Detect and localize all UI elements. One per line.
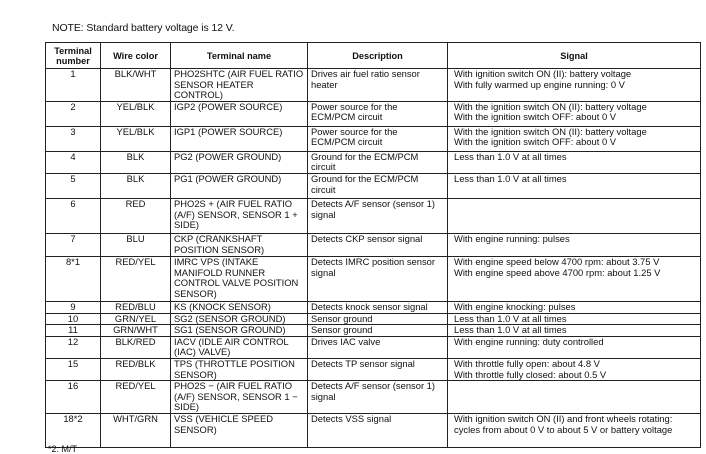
signal-cell bbox=[448, 336, 701, 358]
wire-color-cell: RED/BLU bbox=[101, 301, 171, 313]
signal-line: With the ignition switch ON (II): battery voltage bbox=[454, 126, 647, 137]
wire-color-cell: BLK/WHT bbox=[101, 69, 171, 102]
header-wire-color: Wire color bbox=[101, 43, 171, 69]
header-terminal-number: Terminal number bbox=[46, 43, 101, 69]
table-row bbox=[46, 381, 701, 414]
table-row bbox=[46, 198, 701, 233]
wire-color-cell: BLK bbox=[101, 173, 171, 198]
terminal-number-cell: 18*2 bbox=[46, 413, 101, 447]
header-terminal-name: Terminal name bbox=[171, 43, 308, 69]
signal-cell bbox=[448, 301, 701, 313]
wire-color-cell: RED/YEL bbox=[101, 381, 171, 414]
terminal-number-cell: 11 bbox=[46, 325, 101, 337]
signal-line: Less than 1.0 V at all times bbox=[454, 324, 567, 336]
footnote: *2: M/T bbox=[48, 444, 78, 454]
signal-line: With engine running: duty controlled bbox=[454, 336, 604, 347]
table-row bbox=[46, 151, 701, 173]
wire-color-cell: YEL/BLK bbox=[101, 101, 171, 126]
terminal-number-cell: 3 bbox=[46, 126, 101, 151]
terminal-name-cell: SG1 (SENSOR GROUND) bbox=[171, 325, 308, 337]
signal-cell bbox=[448, 381, 701, 414]
wire-color-cell: RED bbox=[101, 198, 171, 233]
wire-color-cell: RED/YEL bbox=[101, 256, 171, 301]
header-description: Description bbox=[308, 43, 448, 69]
signal-cell bbox=[448, 198, 701, 233]
terminal-number-cell: 5 bbox=[46, 173, 101, 198]
signal-cell bbox=[448, 313, 701, 325]
table-row bbox=[46, 358, 701, 380]
terminal-number-cell: 7 bbox=[46, 233, 101, 256]
wire-color-cell: RED/BLK bbox=[101, 358, 171, 380]
terminal-name-cell: PHO2SHTC (AIR FUEL RATIO SENSOR HEATER CONTROL) bbox=[171, 69, 308, 102]
terminal-name-cell: VSS (VEHICLE SPEED SENSOR) bbox=[171, 413, 308, 447]
signal-line: With ignition switch ON (II) and front wheels rotating: cycles from about 0 V to about 5 V or battery voltage bbox=[454, 413, 673, 435]
signal-cell bbox=[448, 69, 701, 102]
terminal-name-cell: CKP (CRANKSHAFT POSITION SENSOR) bbox=[171, 233, 308, 256]
signal-cell bbox=[448, 126, 701, 151]
signal-cell bbox=[448, 173, 701, 198]
terminal-name-cell: TPS (THROTTLE POSITION SENSOR) bbox=[171, 358, 308, 380]
wire-color-cell: GRN/WHT bbox=[101, 325, 171, 337]
description-cell: Detects knock sensor signal bbox=[308, 301, 448, 313]
terminal-name-cell: PHO2S + (AIR FUEL RATIO (A/F) SENSOR, SENSOR 1 + SIDE) bbox=[171, 198, 308, 233]
terminal-name-cell: KS (KNOCK SENSOR) bbox=[171, 301, 308, 313]
signal-line: Less than 1.0 V at all times bbox=[454, 173, 567, 184]
table-row bbox=[46, 313, 701, 325]
description-cell: Power source for the ECM/PCM circuit bbox=[308, 101, 448, 126]
wire-color-cell: BLU bbox=[101, 233, 171, 256]
description-cell: Ground for the ECM/PCM circuit bbox=[308, 173, 448, 198]
terminal-name-cell: PG1 (POWER GROUND) bbox=[171, 173, 308, 198]
wire-color-cell: WHT/GRN bbox=[101, 413, 171, 447]
terminal-name-cell: IGP2 (POWER SOURCE) bbox=[171, 101, 308, 126]
wire-color-cell: YEL/BLK bbox=[101, 126, 171, 151]
terminal-number-cell: 16 bbox=[46, 381, 101, 414]
description-cell: Detects CKP sensor signal bbox=[308, 233, 448, 256]
signal-cell bbox=[448, 151, 701, 173]
terminal-number-cell: 10 bbox=[46, 313, 101, 325]
description-cell: Drives air fuel ratio sensor heater bbox=[308, 69, 448, 102]
description-cell: Drives IAC valve bbox=[308, 336, 448, 358]
description-cell: Power source for the ECM/PCM circuit bbox=[308, 126, 448, 151]
table-row bbox=[46, 101, 701, 126]
description-cell: Sensor ground bbox=[308, 325, 448, 337]
description-cell: Detects VSS signal bbox=[308, 413, 448, 447]
table-row bbox=[46, 301, 701, 313]
terminal-name-cell: IMRC VPS (INTAKE MANIFOLD RUNNER CONTROL VALVE POSITION SENSOR) bbox=[171, 256, 308, 301]
signal-line: With engine speed below 4700 rpm: about 3.75 V bbox=[454, 256, 660, 267]
signal-line: With the ignition switch ON (II): battery voltage bbox=[454, 101, 647, 112]
table-row bbox=[46, 325, 701, 337]
description-cell: Detects A/F sensor (sensor 1) signal bbox=[308, 381, 448, 414]
terminal-name-cell: SG2 (SENSOR GROUND) bbox=[171, 313, 308, 325]
terminal-name-cell: PG2 (POWER GROUND) bbox=[171, 151, 308, 173]
signal-line: Less than 1.0 V at all times bbox=[454, 151, 567, 162]
signal-line: With the ignition switch OFF: about 0 V bbox=[454, 136, 617, 148]
terminal-number-cell: 2 bbox=[46, 101, 101, 126]
terminal-number-cell: 6 bbox=[46, 198, 101, 233]
signal-line: With throttle fully closed: about 0.5 V bbox=[454, 368, 607, 380]
description-cell: Sensor ground bbox=[308, 313, 448, 325]
description-cell: Detects TP sensor signal bbox=[308, 358, 448, 380]
terminal-table bbox=[45, 42, 701, 448]
signal-cell bbox=[448, 413, 701, 447]
terminal-name-cell: IGP1 (POWER SOURCE) bbox=[171, 126, 308, 151]
header-row bbox=[46, 43, 701, 69]
signal-cell bbox=[448, 101, 701, 126]
terminal-name-cell: PHO2S − (AIR FUEL RATIO (A/F) SENSOR, SENSOR 1 − SIDE) bbox=[171, 381, 308, 414]
table-row bbox=[46, 336, 701, 358]
terminal-number-cell: 1 bbox=[46, 69, 101, 102]
signal-line: With ignition switch ON (II): battery voltage bbox=[454, 68, 632, 79]
signal-line: Less than 1.0 V at all times bbox=[454, 313, 567, 324]
signal-line: With throttle fully open: about 4.8 V bbox=[454, 358, 600, 369]
terminal-rows bbox=[46, 69, 701, 448]
table-row bbox=[46, 413, 701, 447]
signal-line: With fully warmed up engine running: 0 V bbox=[454, 78, 625, 90]
description-cell: Ground for the ECM/PCM circuit bbox=[308, 151, 448, 173]
signal-line: With engine knocking: pulses bbox=[454, 301, 576, 312]
signal-cell bbox=[448, 358, 701, 380]
table-row bbox=[46, 69, 701, 102]
signal-cell bbox=[448, 256, 701, 301]
description-cell: Detects IMRC position sensor signal bbox=[308, 256, 448, 301]
signal-cell bbox=[448, 325, 701, 337]
wire-color-cell: BLK/RED bbox=[101, 336, 171, 358]
table-row bbox=[46, 173, 701, 198]
header-signal: Signal bbox=[448, 43, 701, 69]
terminal-number-cell: 4 bbox=[46, 151, 101, 173]
terminal-number-cell: 15 bbox=[46, 358, 101, 380]
battery-voltage-note: NOTE: Standard battery voltage is 12 V. bbox=[52, 22, 235, 34]
wire-color-cell: BLK bbox=[101, 151, 171, 173]
signal-cell bbox=[448, 233, 701, 256]
terminal-number-cell: 8*1 bbox=[46, 256, 101, 301]
table-row bbox=[46, 233, 701, 256]
description-cell: Detects A/F sensor (sensor 1) signal bbox=[308, 198, 448, 233]
terminal-number-cell: 12 bbox=[46, 336, 101, 358]
terminal-name-cell: IACV (IDLE AIR CONTROL (IAC) VALVE) bbox=[171, 336, 308, 358]
table-row bbox=[46, 256, 701, 301]
signal-line: With engine running: pulses bbox=[454, 233, 570, 244]
table-row bbox=[46, 126, 701, 151]
wire-color-cell: GRN/YEL bbox=[101, 313, 171, 325]
terminal-number-cell: 9 bbox=[46, 301, 101, 313]
signal-line: With engine speed above 4700 rpm: about 1.25 V bbox=[454, 266, 661, 278]
signal-line: With the ignition switch OFF: about 0 V bbox=[454, 111, 617, 123]
